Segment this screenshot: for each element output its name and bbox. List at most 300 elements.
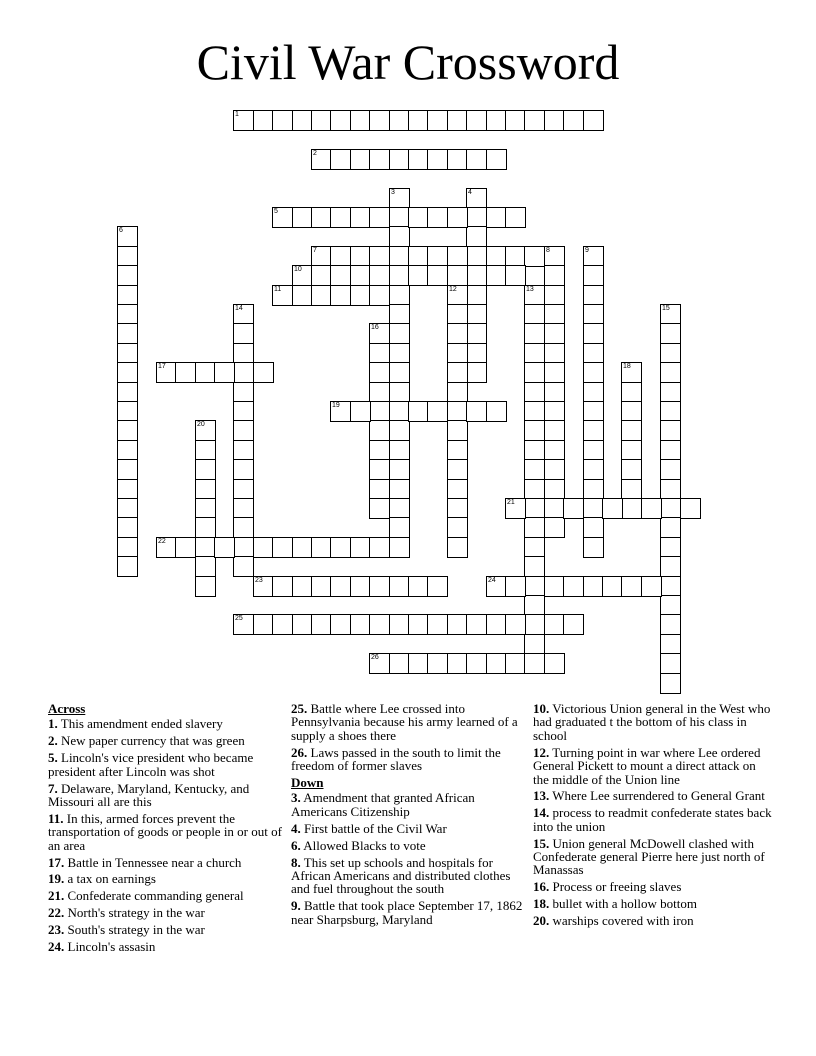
grid-cell[interactable] xyxy=(195,440,216,461)
grid-cell[interactable] xyxy=(369,149,390,170)
grid-cell[interactable] xyxy=(660,556,681,577)
grid-cell[interactable] xyxy=(117,517,138,538)
grid-cell[interactable] xyxy=(447,382,468,403)
grid-cell[interactable] xyxy=(466,653,487,674)
grid-cell[interactable] xyxy=(563,614,584,635)
grid-cell[interactable] xyxy=(660,634,681,655)
grid-cell[interactable] xyxy=(369,362,390,383)
grid-cell[interactable] xyxy=(602,498,623,519)
grid-cell[interactable] xyxy=(330,246,351,267)
grid-cell[interactable] xyxy=(524,110,545,131)
grid-cell[interactable] xyxy=(583,304,604,325)
grid-cell[interactable] xyxy=(583,498,604,519)
grid-cell[interactable] xyxy=(117,498,138,519)
grid-cell[interactable] xyxy=(389,614,410,635)
grid-cell[interactable] xyxy=(466,304,487,325)
grid-cell[interactable] xyxy=(660,382,681,403)
grid-cell[interactable] xyxy=(505,265,526,286)
grid-cell[interactable] xyxy=(524,517,545,538)
grid-cell[interactable] xyxy=(427,110,448,131)
grid-cell[interactable] xyxy=(505,653,526,674)
grid-cell[interactable] xyxy=(292,207,313,228)
grid-cell[interactable] xyxy=(447,459,468,480)
grid-cell[interactable] xyxy=(117,440,138,461)
grid-cell[interactable] xyxy=(195,362,216,383)
grid-cell[interactable] xyxy=(389,362,410,383)
grid-cell[interactable] xyxy=(233,517,254,538)
grid-cell[interactable] xyxy=(389,110,410,131)
grid-cell[interactable] xyxy=(233,479,254,500)
grid-cell[interactable] xyxy=(233,556,254,577)
grid-cell[interactable] xyxy=(447,498,468,519)
grid-cell[interactable] xyxy=(408,207,429,228)
grid-cell[interactable] xyxy=(486,576,507,597)
grid-cell[interactable] xyxy=(389,517,410,538)
grid-cell[interactable] xyxy=(524,246,545,267)
grid-cell[interactable] xyxy=(311,265,332,286)
grid-cell[interactable] xyxy=(466,285,487,306)
grid-cell[interactable] xyxy=(544,323,565,344)
grid-cell[interactable] xyxy=(253,576,274,597)
grid-cell[interactable] xyxy=(660,595,681,616)
grid-cell[interactable] xyxy=(583,420,604,441)
grid-cell[interactable] xyxy=(524,595,545,616)
grid-cell[interactable] xyxy=(466,110,487,131)
grid-cell[interactable] xyxy=(330,537,351,558)
grid-cell[interactable] xyxy=(524,498,545,519)
grid-cell[interactable] xyxy=(447,401,468,422)
grid-cell[interactable] xyxy=(660,362,681,383)
grid-cell[interactable] xyxy=(621,382,642,403)
grid-cell[interactable] xyxy=(175,537,196,558)
grid-cell[interactable] xyxy=(369,382,390,403)
grid-cell[interactable] xyxy=(583,323,604,344)
grid-cell[interactable] xyxy=(117,401,138,422)
grid-cell[interactable] xyxy=(389,285,410,306)
grid-cell[interactable] xyxy=(369,653,390,674)
grid-cell[interactable] xyxy=(369,323,390,344)
grid-cell[interactable] xyxy=(389,343,410,364)
grid-cell[interactable] xyxy=(544,576,565,597)
grid-cell[interactable] xyxy=(389,188,410,209)
grid-cell[interactable] xyxy=(369,207,390,228)
grid-cell[interactable] xyxy=(233,110,254,131)
grid-cell[interactable] xyxy=(233,537,254,558)
grid-cell[interactable] xyxy=(544,420,565,441)
grid-cell[interactable] xyxy=(292,110,313,131)
grid-cell[interactable] xyxy=(175,362,196,383)
grid-cell[interactable] xyxy=(389,246,410,267)
grid-cell[interactable] xyxy=(447,537,468,558)
grid-cell[interactable] xyxy=(408,401,429,422)
grid-cell[interactable] xyxy=(272,285,293,306)
grid-cell[interactable] xyxy=(505,246,526,267)
grid-cell[interactable] xyxy=(233,459,254,480)
grid-cell[interactable] xyxy=(447,479,468,500)
grid-cell[interactable] xyxy=(583,343,604,364)
grid-cell[interactable] xyxy=(350,207,371,228)
grid-cell[interactable] xyxy=(272,576,293,597)
grid-cell[interactable] xyxy=(330,401,351,422)
grid-cell[interactable] xyxy=(524,323,545,344)
grid-cell[interactable] xyxy=(621,498,642,519)
grid-cell[interactable] xyxy=(369,576,390,597)
grid-cell[interactable] xyxy=(233,420,254,441)
grid-cell[interactable] xyxy=(117,246,138,267)
grid-cell[interactable] xyxy=(544,265,565,286)
grid-cell[interactable] xyxy=(486,653,507,674)
grid-cell[interactable] xyxy=(447,207,468,228)
grid-cell[interactable] xyxy=(544,362,565,383)
grid-cell[interactable] xyxy=(660,653,681,674)
grid-cell[interactable] xyxy=(466,614,487,635)
grid-cell[interactable] xyxy=(447,517,468,538)
grid-cell[interactable] xyxy=(524,362,545,383)
grid-cell[interactable] xyxy=(369,285,390,306)
grid-cell[interactable] xyxy=(621,479,642,500)
grid-cell[interactable] xyxy=(369,420,390,441)
grid-cell[interactable] xyxy=(156,537,177,558)
grid-cell[interactable] xyxy=(389,323,410,344)
grid-cell[interactable] xyxy=(311,110,332,131)
grid-cell[interactable] xyxy=(311,149,332,170)
grid-cell[interactable] xyxy=(544,498,565,519)
grid-cell[interactable] xyxy=(233,440,254,461)
grid-cell[interactable] xyxy=(621,576,642,597)
grid-cell[interactable] xyxy=(427,614,448,635)
grid-cell[interactable] xyxy=(583,110,604,131)
grid-cell[interactable] xyxy=(117,382,138,403)
grid-cell[interactable] xyxy=(311,246,332,267)
grid-cell[interactable] xyxy=(117,323,138,344)
grid-cell[interactable] xyxy=(544,382,565,403)
grid-cell[interactable] xyxy=(505,576,526,597)
grid-cell[interactable] xyxy=(195,459,216,480)
grid-cell[interactable] xyxy=(117,479,138,500)
grid-cell[interactable] xyxy=(524,401,545,422)
grid-cell[interactable] xyxy=(660,343,681,364)
grid-cell[interactable] xyxy=(524,459,545,480)
grid-cell[interactable] xyxy=(292,576,313,597)
grid-cell[interactable] xyxy=(195,576,216,597)
grid-cell[interactable] xyxy=(544,614,565,635)
grid-cell[interactable] xyxy=(660,459,681,480)
grid-cell[interactable] xyxy=(214,362,235,383)
grid-cell[interactable] xyxy=(544,517,565,538)
grid-cell[interactable] xyxy=(466,265,487,286)
grid-cell[interactable] xyxy=(524,576,545,597)
grid-cell[interactable] xyxy=(583,459,604,480)
grid-cell[interactable] xyxy=(156,362,177,383)
grid-cell[interactable] xyxy=(389,149,410,170)
grid-cell[interactable] xyxy=(524,285,545,306)
grid-cell[interactable] xyxy=(195,479,216,500)
grid-cell[interactable] xyxy=(544,285,565,306)
grid-cell[interactable] xyxy=(563,576,584,597)
grid-cell[interactable] xyxy=(350,576,371,597)
grid-cell[interactable] xyxy=(524,343,545,364)
grid-cell[interactable] xyxy=(466,343,487,364)
grid-cell[interactable] xyxy=(292,537,313,558)
grid-cell[interactable] xyxy=(524,479,545,500)
grid-cell[interactable] xyxy=(292,285,313,306)
grid-cell[interactable] xyxy=(621,401,642,422)
grid-cell[interactable] xyxy=(486,614,507,635)
grid-cell[interactable] xyxy=(389,207,410,228)
grid-cell[interactable] xyxy=(272,207,293,228)
grid-cell[interactable] xyxy=(233,304,254,325)
grid-cell[interactable] xyxy=(641,498,662,519)
grid-cell[interactable] xyxy=(117,265,138,286)
grid-cell[interactable] xyxy=(369,614,390,635)
grid-cell[interactable] xyxy=(350,285,371,306)
grid-cell[interactable] xyxy=(233,382,254,403)
grid-cell[interactable] xyxy=(621,440,642,461)
grid-cell[interactable] xyxy=(583,537,604,558)
grid-cell[interactable] xyxy=(563,110,584,131)
grid-cell[interactable] xyxy=(505,110,526,131)
grid-cell[interactable] xyxy=(466,362,487,383)
grid-cell[interactable] xyxy=(330,614,351,635)
grid-cell[interactable] xyxy=(583,382,604,403)
grid-cell[interactable] xyxy=(233,498,254,519)
grid-cell[interactable] xyxy=(233,401,254,422)
grid-cell[interactable] xyxy=(408,265,429,286)
grid-cell[interactable] xyxy=(447,110,468,131)
grid-cell[interactable] xyxy=(408,246,429,267)
grid-cell[interactable] xyxy=(389,382,410,403)
grid-cell[interactable] xyxy=(369,265,390,286)
grid-cell[interactable] xyxy=(233,614,254,635)
grid-cell[interactable] xyxy=(544,401,565,422)
grid-cell[interactable] xyxy=(563,498,584,519)
grid-cell[interactable] xyxy=(524,556,545,577)
grid-cell[interactable] xyxy=(486,265,507,286)
grid-cell[interactable] xyxy=(311,614,332,635)
grid-cell[interactable] xyxy=(350,149,371,170)
grid-cell[interactable] xyxy=(350,246,371,267)
grid-cell[interactable] xyxy=(350,537,371,558)
grid-cell[interactable] xyxy=(583,362,604,383)
grid-cell[interactable] xyxy=(427,265,448,286)
grid-cell[interactable] xyxy=(233,362,254,383)
grid-cell[interactable] xyxy=(350,265,371,286)
grid-cell[interactable] xyxy=(195,420,216,441)
grid-cell[interactable] xyxy=(660,440,681,461)
grid-cell[interactable] xyxy=(641,576,662,597)
grid-cell[interactable] xyxy=(466,149,487,170)
grid-cell[interactable] xyxy=(447,265,468,286)
grid-cell[interactable] xyxy=(660,673,681,694)
grid-cell[interactable] xyxy=(524,420,545,441)
grid-cell[interactable] xyxy=(117,459,138,480)
grid-cell[interactable] xyxy=(621,420,642,441)
grid-cell[interactable] xyxy=(214,537,235,558)
grid-cell[interactable] xyxy=(544,653,565,674)
grid-cell[interactable] xyxy=(583,246,604,267)
grid-cell[interactable] xyxy=(117,537,138,558)
grid-cell[interactable] xyxy=(369,498,390,519)
grid-cell[interactable] xyxy=(660,517,681,538)
grid-cell[interactable] xyxy=(195,517,216,538)
grid-cell[interactable] xyxy=(330,207,351,228)
grid-cell[interactable] xyxy=(583,576,604,597)
grid-cell[interactable] xyxy=(408,110,429,131)
grid-cell[interactable] xyxy=(447,614,468,635)
grid-cell[interactable] xyxy=(447,304,468,325)
grid-cell[interactable] xyxy=(292,265,313,286)
grid-cell[interactable] xyxy=(660,304,681,325)
grid-cell[interactable] xyxy=(660,537,681,558)
grid-cell[interactable] xyxy=(524,304,545,325)
grid-cell[interactable] xyxy=(350,614,371,635)
grid-cell[interactable] xyxy=(621,362,642,383)
grid-cell[interactable] xyxy=(311,537,332,558)
grid-cell[interactable] xyxy=(505,498,526,519)
grid-cell[interactable] xyxy=(117,362,138,383)
grid-cell[interactable] xyxy=(253,110,274,131)
grid-cell[interactable] xyxy=(330,285,351,306)
grid-cell[interactable] xyxy=(311,576,332,597)
grid-cell[interactable] xyxy=(117,343,138,364)
grid-cell[interactable] xyxy=(544,479,565,500)
grid-cell[interactable] xyxy=(486,207,507,228)
grid-cell[interactable] xyxy=(330,576,351,597)
grid-cell[interactable] xyxy=(427,149,448,170)
grid-cell[interactable] xyxy=(583,401,604,422)
grid-cell[interactable] xyxy=(272,614,293,635)
grid-cell[interactable] xyxy=(583,285,604,306)
grid-cell[interactable] xyxy=(505,207,526,228)
grid-cell[interactable] xyxy=(466,323,487,344)
grid-cell[interactable] xyxy=(117,226,138,247)
grid-cell[interactable] xyxy=(660,420,681,441)
grid-cell[interactable] xyxy=(660,614,681,635)
grid-cell[interactable] xyxy=(427,207,448,228)
grid-cell[interactable] xyxy=(621,459,642,480)
grid-cell[interactable] xyxy=(389,498,410,519)
grid-cell[interactable] xyxy=(660,498,681,519)
grid-cell[interactable] xyxy=(447,653,468,674)
grid-cell[interactable] xyxy=(311,285,332,306)
grid-cell[interactable] xyxy=(117,420,138,441)
grid-cell[interactable] xyxy=(447,149,468,170)
grid-cell[interactable] xyxy=(369,440,390,461)
grid-cell[interactable] xyxy=(660,401,681,422)
grid-cell[interactable] xyxy=(369,479,390,500)
grid-cell[interactable] xyxy=(427,246,448,267)
grid-cell[interactable] xyxy=(544,110,565,131)
grid-cell[interactable] xyxy=(369,401,390,422)
grid-cell[interactable] xyxy=(272,110,293,131)
grid-cell[interactable] xyxy=(253,537,274,558)
grid-cell[interactable] xyxy=(233,343,254,364)
grid-cell[interactable] xyxy=(544,343,565,364)
grid-cell[interactable] xyxy=(389,265,410,286)
grid-cell[interactable] xyxy=(447,440,468,461)
grid-cell[interactable] xyxy=(389,576,410,597)
grid-cell[interactable] xyxy=(389,420,410,441)
grid-cell[interactable] xyxy=(408,614,429,635)
grid-cell[interactable] xyxy=(466,401,487,422)
grid-cell[interactable] xyxy=(389,226,410,247)
grid-cell[interactable] xyxy=(311,207,332,228)
grid-cell[interactable] xyxy=(117,556,138,577)
grid-cell[interactable] xyxy=(427,576,448,597)
grid-cell[interactable] xyxy=(253,614,274,635)
grid-cell[interactable] xyxy=(524,382,545,403)
grid-cell[interactable] xyxy=(544,304,565,325)
grid-cell[interactable] xyxy=(602,576,623,597)
grid-cell[interactable] xyxy=(447,343,468,364)
grid-cell[interactable] xyxy=(680,498,701,519)
grid-cell[interactable] xyxy=(233,323,254,344)
grid-cell[interactable] xyxy=(583,517,604,538)
grid-cell[interactable] xyxy=(389,401,410,422)
grid-cell[interactable] xyxy=(544,246,565,267)
grid-cell[interactable] xyxy=(350,401,371,422)
grid-cell[interactable] xyxy=(447,246,468,267)
grid-cell[interactable] xyxy=(195,498,216,519)
grid-cell[interactable] xyxy=(660,479,681,500)
grid-cell[interactable] xyxy=(583,479,604,500)
grid-cell[interactable] xyxy=(389,304,410,325)
grid-cell[interactable] xyxy=(369,246,390,267)
grid-cell[interactable] xyxy=(447,285,468,306)
grid-cell[interactable] xyxy=(408,576,429,597)
grid-cell[interactable] xyxy=(524,653,545,674)
grid-cell[interactable] xyxy=(369,343,390,364)
grid-cell[interactable] xyxy=(350,110,371,131)
grid-cell[interactable] xyxy=(505,614,526,635)
grid-cell[interactable] xyxy=(389,459,410,480)
grid-cell[interactable] xyxy=(486,149,507,170)
grid-cell[interactable] xyxy=(117,304,138,325)
grid-cell[interactable] xyxy=(583,265,604,286)
grid-cell[interactable] xyxy=(447,323,468,344)
grid-cell[interactable] xyxy=(524,537,545,558)
grid-cell[interactable] xyxy=(389,479,410,500)
grid-cell[interactable] xyxy=(466,207,487,228)
grid-cell[interactable] xyxy=(369,459,390,480)
grid-cell[interactable] xyxy=(330,110,351,131)
grid-cell[interactable] xyxy=(389,653,410,674)
grid-cell[interactable] xyxy=(330,149,351,170)
grid-cell[interactable] xyxy=(330,265,351,286)
grid-cell[interactable] xyxy=(466,226,487,247)
grid-cell[interactable] xyxy=(195,556,216,577)
grid-cell[interactable] xyxy=(466,188,487,209)
grid-cell[interactable] xyxy=(272,537,293,558)
grid-cell[interactable] xyxy=(447,420,468,441)
grid-cell[interactable] xyxy=(389,440,410,461)
grid-cell[interactable] xyxy=(466,246,487,267)
grid-cell[interactable] xyxy=(524,440,545,461)
grid-cell[interactable] xyxy=(369,110,390,131)
grid-cell[interactable] xyxy=(195,537,216,558)
grid-cell[interactable] xyxy=(427,653,448,674)
grid-cell[interactable] xyxy=(408,149,429,170)
grid-cell[interactable] xyxy=(408,653,429,674)
grid-cell[interactable] xyxy=(660,323,681,344)
grid-cell[interactable] xyxy=(486,110,507,131)
grid-cell[interactable] xyxy=(427,401,448,422)
grid-cell[interactable] xyxy=(292,614,313,635)
grid-cell[interactable] xyxy=(524,634,545,655)
grid-cell[interactable] xyxy=(544,459,565,480)
grid-cell[interactable] xyxy=(447,362,468,383)
grid-cell[interactable] xyxy=(524,614,545,635)
